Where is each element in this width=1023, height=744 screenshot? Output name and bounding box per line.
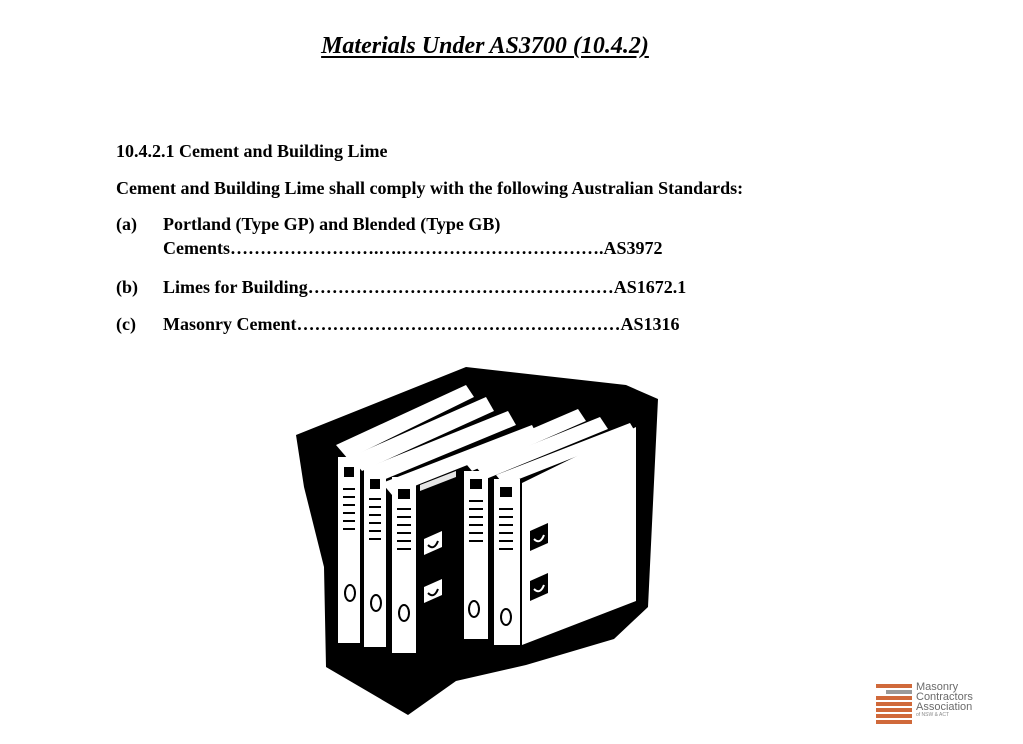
list-marker: (c) [116,314,136,334]
list-item-content [163,275,686,299]
section-heading: 10.4.2.1 Cement and Building Lime [116,141,388,161]
slide-title: Materials Under AS3700 (10.4.2) [321,33,649,59]
intro-text: Cement and Building Lime shall comply with the following Australian Standards: [116,178,744,198]
list-marker: (b) [116,277,138,297]
list-item-line: Cements…………………….….…………………………….AS3972 [163,238,663,258]
list-item-line: Masonry Cement………………………………………………AS1316 [163,314,680,334]
list-item-line: Limes for Building……………………………………………AS1672.1 [163,277,687,297]
list-marker: (a) [116,214,137,234]
logo-line: Masonry [916,681,959,693]
list-item-content [163,212,663,260]
logo-line: Contractors [916,691,973,703]
list-item-line: Portland (Type GP) and Blended (Type GB) [163,214,501,234]
brick-logo-icon [876,684,912,722]
logo-line: of NSW & ACT [916,712,950,718]
logo-line: Association [916,701,973,713]
binders-clipart-icon [296,367,660,715]
logo-text [916,682,973,718]
mca-logo [876,682,986,724]
list-item-content [163,312,679,336]
